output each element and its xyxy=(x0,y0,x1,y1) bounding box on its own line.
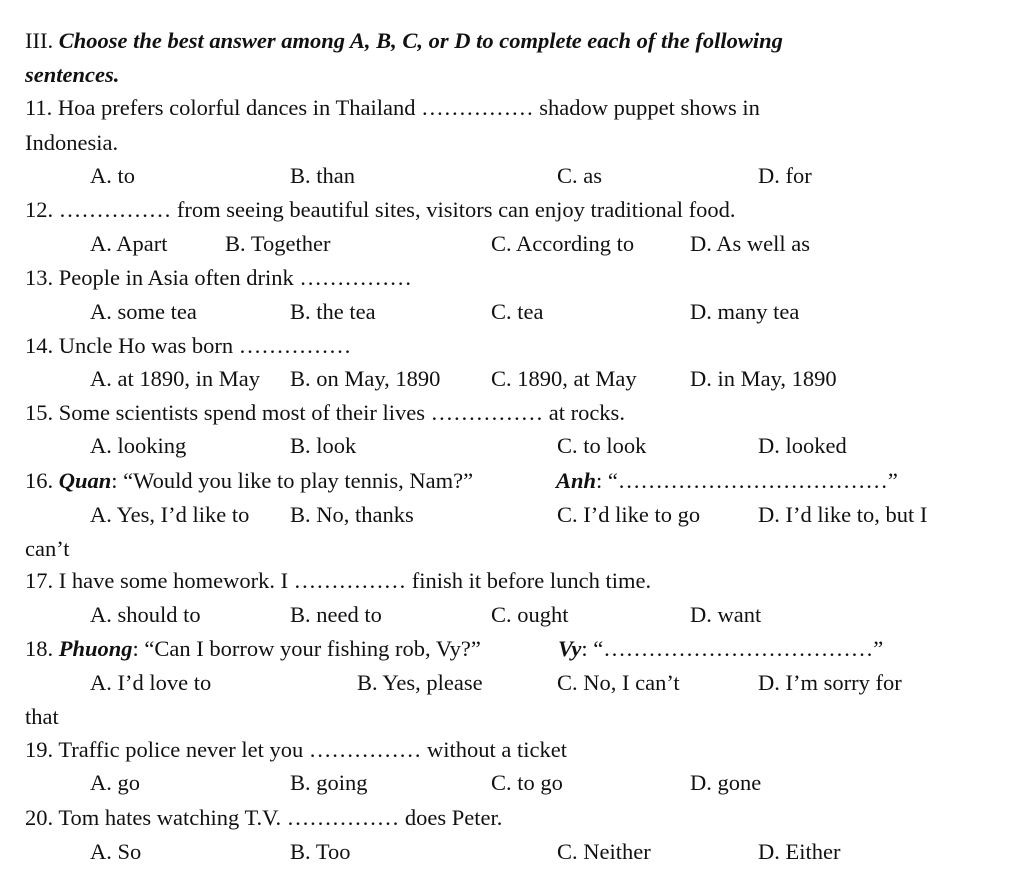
question-12-option-b[interactable]: B. Together xyxy=(225,231,331,256)
question-17-option-d[interactable]: D. want xyxy=(690,602,762,627)
question-18-line-2: : “………………………………” xyxy=(581,636,884,661)
question-16-line-1: : “Would you like to play tennis, Nam?” xyxy=(111,468,474,493)
question-19-option-c[interactable]: C. to go xyxy=(491,770,563,795)
question-16-reply xyxy=(556,470,898,493)
question-17-option-c[interactable]: C. ought xyxy=(491,602,569,627)
question-14-stem: 14. Uncle Ho was born …………… xyxy=(25,333,352,358)
question-15-option-b[interactable]: B. look xyxy=(290,433,357,458)
question-15-option-c[interactable]: C. to look xyxy=(557,433,647,458)
question-18-speaker-2: Vy xyxy=(558,636,582,661)
question-16-option-b[interactable]: B. No, thanks xyxy=(290,502,414,527)
question-19-option-b[interactable]: B. going xyxy=(290,770,368,795)
question-16-stem xyxy=(25,470,473,493)
question-18-reply xyxy=(558,638,883,661)
question-12-stem: 12. …………… from seeing beautiful sites, visitors can enjoy traditional food. xyxy=(25,197,736,222)
question-16-speaker-2: Anh xyxy=(556,468,597,493)
question-20-option-d[interactable]: D. Either xyxy=(758,839,841,864)
question-16-option-d-continued: can’t xyxy=(25,536,70,561)
question-18-option-d-continued: that xyxy=(25,704,59,729)
question-11-option-b[interactable]: B. than xyxy=(290,163,355,188)
question-17-option-b[interactable]: B. need to xyxy=(290,602,382,627)
question-11-stem: 11. Hoa prefers colorful dances in Thailand …………… shadow puppet shows in xyxy=(25,95,760,120)
question-15-option-a[interactable]: A. looking xyxy=(90,433,187,458)
question-16-option-d[interactable]: D. I’d like to, but I xyxy=(758,502,928,527)
question-14-option-a[interactable]: A. at 1890, in May xyxy=(90,366,260,391)
instruction-text-2: sentences. xyxy=(25,62,120,87)
question-15-stem: 15. Some scientists spend most of their lives …………… at rocks. xyxy=(25,400,625,425)
question-18-speaker-1: Phuong xyxy=(58,636,133,661)
question-18-line-1: : “Can I borrow your fishing rob, Vy?” xyxy=(132,636,481,661)
question-18-option-b[interactable]: B. Yes, please xyxy=(357,670,483,695)
question-16-option-c[interactable]: C. I’d like to go xyxy=(557,502,701,527)
question-20-option-c[interactable]: C. Neither xyxy=(557,839,651,864)
question-18-number: 18. xyxy=(25,636,59,661)
question-16-option-a[interactable]: A. Yes, I’d like to xyxy=(90,502,250,527)
question-20-option-a[interactable]: A. So xyxy=(90,839,142,864)
question-19-option-a[interactable]: A. go xyxy=(90,770,140,795)
question-12-option-c[interactable]: C. According to xyxy=(491,231,635,256)
instruction-line-1 xyxy=(25,30,783,53)
question-13-option-a[interactable]: A. some tea xyxy=(90,299,197,324)
question-17-option-a[interactable]: A. should to xyxy=(90,602,201,627)
question-12-option-a[interactable]: A. Apart xyxy=(90,231,168,256)
question-18-option-c[interactable]: C. No, I can’t xyxy=(557,670,680,695)
question-14-option-b[interactable]: B. on May, 1890 xyxy=(290,366,441,391)
question-20-option-b[interactable]: B. Too xyxy=(290,839,351,864)
question-18-option-d[interactable]: D. I’m sorry for xyxy=(758,670,902,695)
question-14-option-c[interactable]: C. 1890, at May xyxy=(491,366,637,391)
question-19-option-d[interactable]: D. gone xyxy=(690,770,762,795)
question-13-stem: 13. People in Asia often drink …………… xyxy=(25,265,412,290)
question-16-number: 16. xyxy=(25,468,59,493)
question-16-line-2: : “………………………………” xyxy=(596,468,898,493)
instruction-text: Choose the best answer among A, B, C, or D to complete each of the following xyxy=(58,28,783,53)
question-11-option-c[interactable]: C. as xyxy=(557,163,602,188)
question-13-option-d[interactable]: D. many tea xyxy=(690,299,800,324)
question-16-speaker-1: Quan xyxy=(58,468,112,493)
question-18-stem xyxy=(25,638,481,661)
instruction-number: III. xyxy=(25,28,59,53)
question-19-stem: 19. Traffic police never let you …………… without a ticket xyxy=(25,737,567,762)
question-15-option-d[interactable]: D. looked xyxy=(758,433,847,458)
question-13-option-c[interactable]: C. tea xyxy=(491,299,544,324)
question-11-option-d[interactable]: D. for xyxy=(758,163,812,188)
question-20-stem: 20. Tom hates watching T.V. …………… does Peter. xyxy=(25,805,503,830)
question-12-option-d[interactable]: D. As well as xyxy=(690,231,810,256)
question-18-option-a[interactable]: A. I’d love to xyxy=(90,670,212,695)
question-11-option-a[interactable]: A. to xyxy=(90,163,135,188)
question-17-stem: 17. I have some homework. I …………… finish it before lunch time. xyxy=(25,568,652,593)
question-11-stem-continued: Indonesia. xyxy=(25,130,119,155)
question-13-option-b[interactable]: B. the tea xyxy=(290,299,376,324)
question-14-option-d[interactable]: D. in May, 1890 xyxy=(690,366,837,391)
